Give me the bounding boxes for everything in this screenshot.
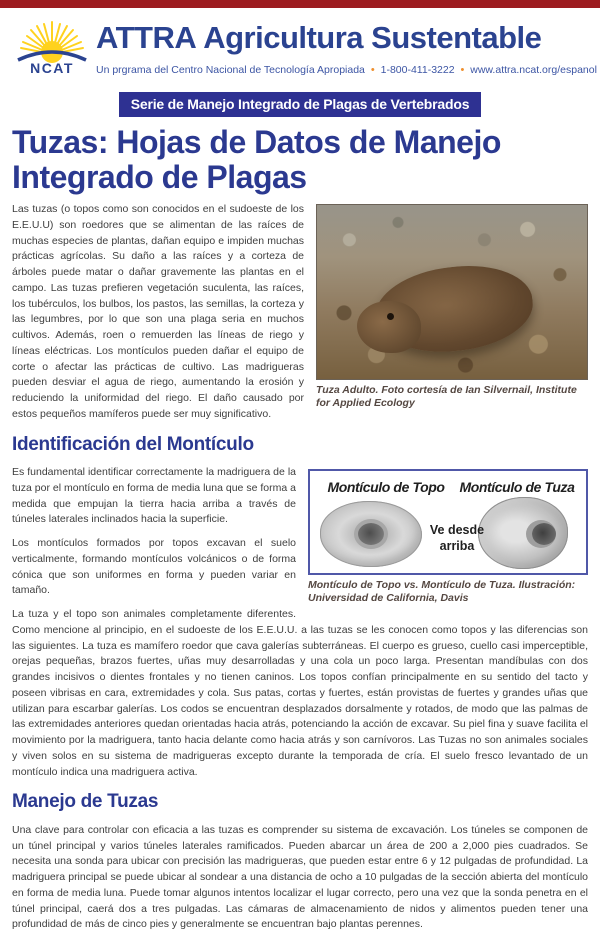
identification-paragraph-3: La tuza y el topo son animales completamente diferentes. Como mencione al principio, en el sudoeste de los E.E.U.U. a las tuzas se les conocen como topos y las diferencias son las siguientes. La tuza es mamífero roedor que cava galerías subterráneas. El cuerpo es grueso, cuello casi imperceptible, orejas pequeñas, brazos fuertes, uñas muy desarrolladas y una cola un poco larga. Presentan mandíbulas con dos grandes incisivos o dientes frontales y no tienen caninos. Los topos confían principalmente en su sentido del tacto y poseen vibrisas en cara, extremidades y cola. Sus patas, cortas y fuertes, están provistas de fuertes y grandes uñas que utilizan para escarbar galerías. Los codos se encuentran desplazados dorsalmente y rotados, de modo que las palmas de las extremidades anteriores quedan orientadas hacia atrás, potenciando la acción de excavar. Su piel fina y suave facilita el movimiento por la madriguera, tanto hacia delante como hacia atrás y son carnívoros. Las Tuzas no son animales sociales y viven solos en su sistema de madrigueras excepto durante la temporada de cría. El suelo fresco levantado de un montículo indica una madriguera activa.	[12, 608, 588, 778]
brand-subtitle: Agricultura Sustentable	[196, 20, 542, 55]
gopher-head-art	[357, 301, 421, 353]
intro-paragraph: Las tuzas (o topos como son conocidos en el sudoeste de los E.E.U.U) son roedores que se alimentan de las raíces de muchas especies de plantas, dañan equipo e impiden muchas prácticas agrícolas. Su daño a las raíces y a corteza de árboles puede matar o dañar gravemente las plantas en el campo. Las tuzas prefieren vegetación suculenta, las raíces, los tubérculos, los bulbos, los pastos, las semillas, la corteza y las legumbres, por lo que son una plaga seria en muchos cultivos. Además, roen o remuerden las líneas de riego y líneas eléctricas. Los montículos pueden dañar el equipo de corte o afectar las prácticas de cultivo. Las madrigueras pueden desviar el agua de riego, aumentando la erosión y reduciendo la uniformidad del riego. El daño causado por estos pequeños mamíferos puede ser muy significativo.	[12, 203, 304, 420]
document-body	[0, 200, 600, 933]
brand-attra: ATTRA	[96, 20, 197, 55]
mound-diagram-box	[308, 469, 588, 575]
sun-rays-icon	[14, 16, 90, 64]
diagram-caption: Montículo de Topo vs. Montículo de Tuza. Ilustración: Universidad de California, Davis	[308, 579, 576, 605]
gopher-photo	[316, 204, 588, 380]
mole-mound-hole-art	[358, 523, 384, 545]
ncat-logo-text: NCAT	[30, 60, 74, 76]
tagline	[96, 64, 596, 76]
ncat-logo	[14, 16, 90, 84]
gopher-photo-figure	[316, 204, 588, 410]
mole-mound-label: Montículo de Topo	[327, 479, 445, 496]
identification-paragraph-2: Los montículos formados por topos excavan el suelo verticalmente, formando montículos volcánicos o de forma cónica que son uniformes en forma y pueden variar en tamaño.	[12, 537, 296, 597]
series-banner: Serie de Manejo Integrado de Plagas de Vertebrados	[119, 92, 482, 117]
tagline-text: Un prgrama del Centro Nacional de Tecnología Apropiada	[96, 64, 365, 76]
mole-mound-illustration	[320, 501, 422, 567]
masthead	[0, 8, 600, 88]
gopher-mound-hole-art	[532, 523, 556, 545]
top-red-bar	[0, 0, 600, 8]
photo-caption: Tuza Adulto. Foto cortesía de Ian Silvernail, Institute for Applied Ecology	[316, 384, 577, 410]
management-paragraph: Una clave para controlar con eficacia a las tuzas es comprender su sistema de excavación. Los túneles se componen de un túnel principal y varios túneles laterales ramificados. Pueden abarcar un área de 200 a 2,000 pies cuadrados. Se necesita una sonda para ubicar con precisión las madrigueras, que pueden estar entre 6 y 12 pulgadas de profundidad. La madriguera principal se puede ubicar al sondear a una distancia de ocho a 10 pulgadas de la sección abierta del montículo en forma de media luna. Puede tomar algunos intentos localizar el lugar correcto, pero una vez que la sonda penetra en el túnel principal, caerá dos a tres pulgadas. Las cámaras de almacenamiento de nidos y alimentos pueden tener una profundidad de más de cinco pies y generalmente se encuentran bajo plantas perennes.	[12, 823, 588, 931]
gopher-mound-label: Montículo de Tuza	[459, 479, 575, 496]
series-banner-row	[0, 92, 600, 117]
bullet-icon: •	[460, 64, 465, 76]
brand-line	[96, 20, 592, 56]
identification-heading: Identificación del Montículo	[12, 433, 254, 455]
phone-number: 1-800-411-3222	[380, 64, 455, 76]
bullet-icon: •	[370, 64, 375, 76]
website-link[interactable]: www.attra.ncat.org/espanol	[470, 64, 597, 76]
mound-diagram-figure	[308, 469, 588, 605]
page-title: Tuzas: Hojas de Datos de Manejo Integrado de Plagas	[12, 124, 501, 195]
gopher-mound-illustration	[478, 497, 568, 569]
management-heading: Manejo de Tuzas	[12, 791, 159, 813]
view-from-above-note: Ve desde arriba	[429, 523, 485, 553]
identification-paragraph-1: Es fundamental identificar correctamente la madriguera de la tuza por el montículo en forma de media luna que se forma a medida que empujan la tierra hacia arriba a través de túneles laterales inclinados hacia la superficie.	[12, 466, 296, 526]
